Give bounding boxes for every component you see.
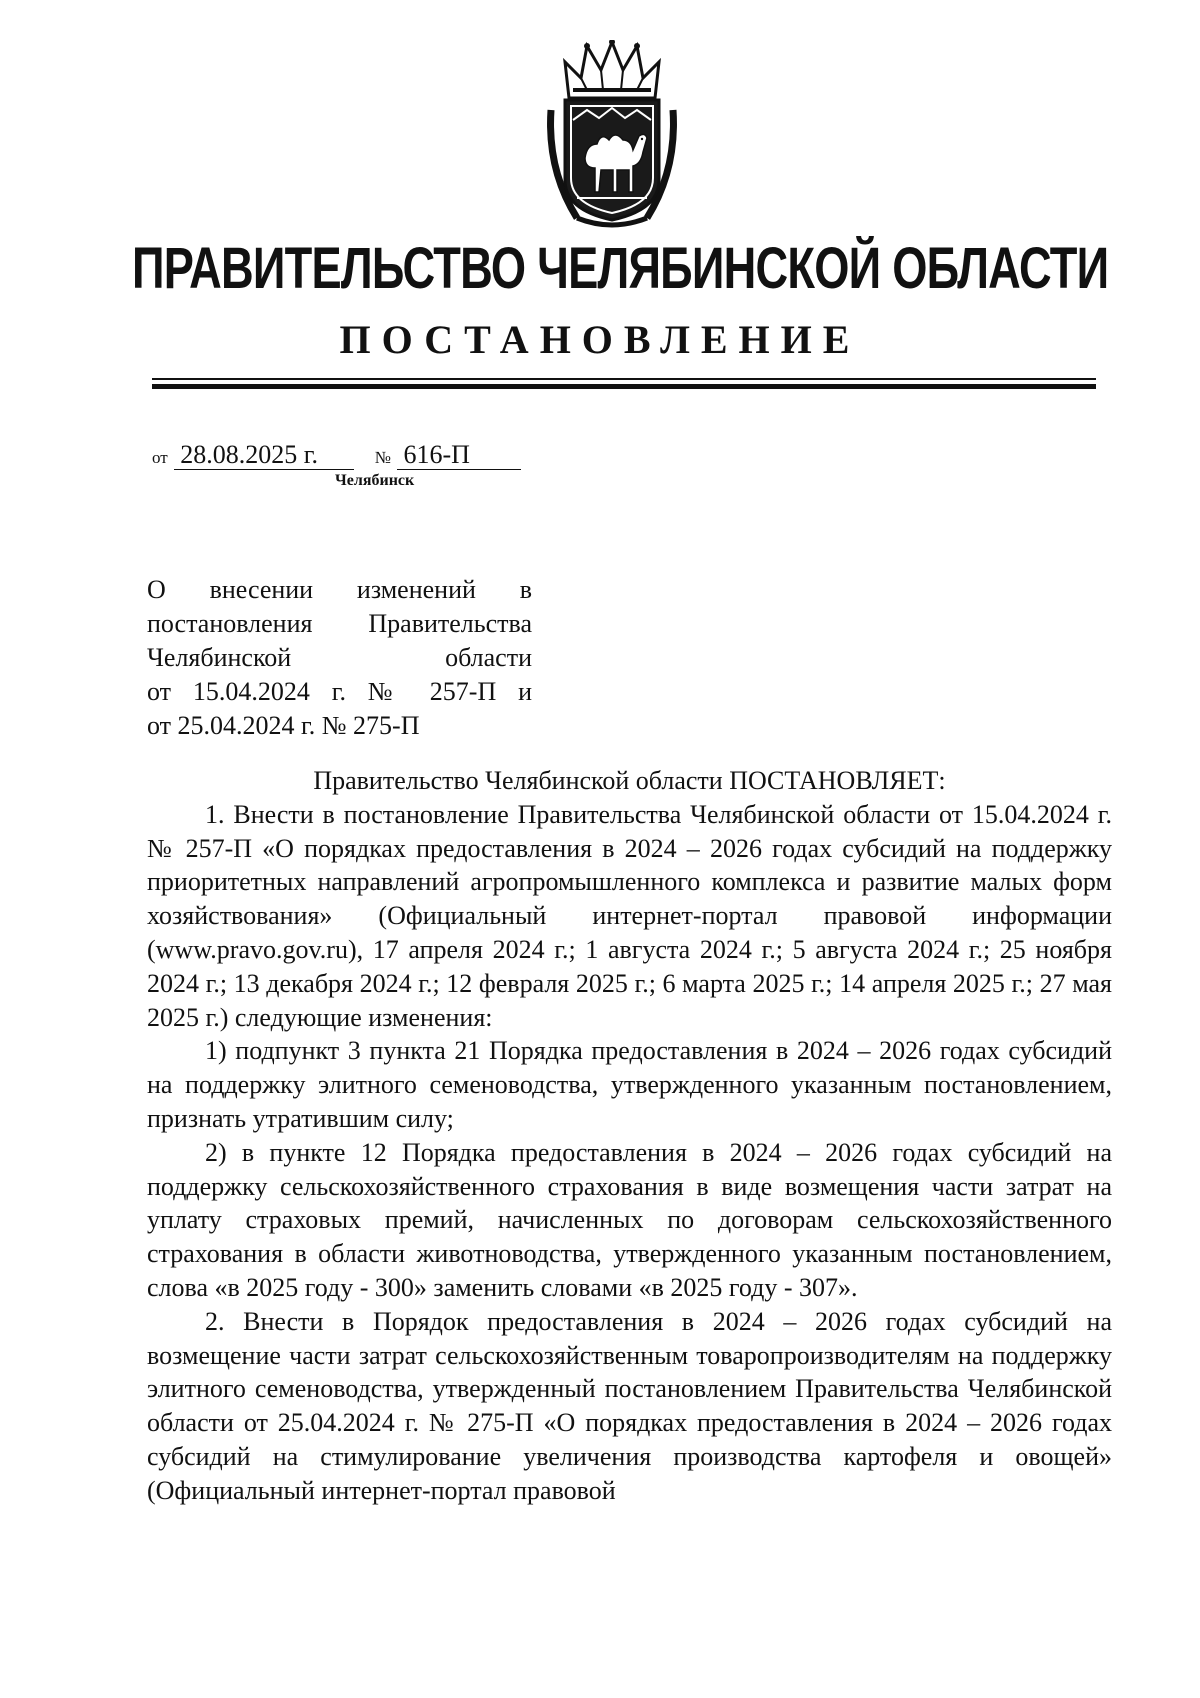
preamble-paragraph: Правительство Челябинской области ПОСТАНОВЛЯЕТ:	[313, 766, 946, 795]
subject-line: О внесении изменений в	[147, 575, 532, 604]
paragraph-item-1-1: 1) подпункт 3 пункта 21 Порядка предоставления в 2024 – 2026 годах субсидий на поддержку элитного семеноводства, утвержденного указанным постановлением, признать утратившим силу;	[147, 1036, 1112, 1133]
header-rule-thin	[152, 378, 1096, 380]
paragraph-item-2: 2. Внести в Порядок предоставления в 2024 – 2026 годах субсидий на возмещение части затрат сельскохозяйственным товаропроизводителям на поддержку элитного семеноводства, утвержденный постановлением Правительства Челябинской области от 25.04.2024 г. № 275-П «О порядках предоставления в 2024 – 2026 годах субсидий на стимулирование увеличения производства картофеля и овощей» (Официальный интернет-портал правовой	[147, 1306, 1112, 1505]
paragraph-item-1-2: 2) в пункте 12 Порядка предоставления в 2024 – 2026 годах субсидий на поддержку сельскохозяйственного страхования в виде возмещения части затрат на уплату страховых премий, начисленных по договорам сельскохозяйственного страхования в области животноводства, утвержденного указанным постановлением, слова «в 2025 году - 300» заменить словами «в 2025 году - 307».	[147, 1137, 1112, 1302]
document-subject	[147, 573, 532, 743]
document-number: 616-П	[397, 441, 521, 470]
subject-line: от 15.04.2024 г. № 257-П и	[147, 677, 532, 706]
header-rule-thick	[152, 384, 1096, 389]
subject-line: постановления Правительства	[147, 609, 532, 638]
document-type-heading: ПОСТАНОВЛЕНИЕ	[339, 317, 861, 362]
subject-line: от 25.04.2024 г. № 275-П	[147, 711, 420, 740]
government-title: ПРАВИТЕЛЬСТВО ЧЕЛЯБИНСКОЙ ОБЛАСТИ	[132, 236, 1109, 301]
date-prefix: от	[152, 448, 168, 467]
number-prefix: №	[374, 448, 391, 467]
document-body	[147, 764, 1112, 1508]
subject-line: Челябинской области	[147, 643, 532, 672]
coat-of-arms-emblem	[547, 40, 677, 230]
document-date: 28.08.2025 г.	[174, 441, 354, 470]
paragraph-item-1: 1. Внести в постановление Правительства Челябинской области от 15.04.2024 г. № 257-П «О порядках предоставления в 2024 – 2026 годах субсидий на поддержку приоритетных направлений агропромышленного комплекса и развитие малых форм хозяйствования» (Официальный интернет-портал правовой информации (www.pravo.gov.ru), 17 апреля 2024 г.; 1 августа 2024 г.; 5 августа 2024 г.; 25 ноября 2024 г.; 13 декабря 2024 г.; 12 февраля 2025 г.; 6 марта 2025 г.; 14 апреля 2025 г.; 27 мая 2025 г.) следующие изменения:	[147, 799, 1112, 1032]
crown-icon	[565, 40, 659, 98]
document-city: Челябинск	[335, 472, 415, 489]
document-meta-row	[152, 440, 521, 470]
